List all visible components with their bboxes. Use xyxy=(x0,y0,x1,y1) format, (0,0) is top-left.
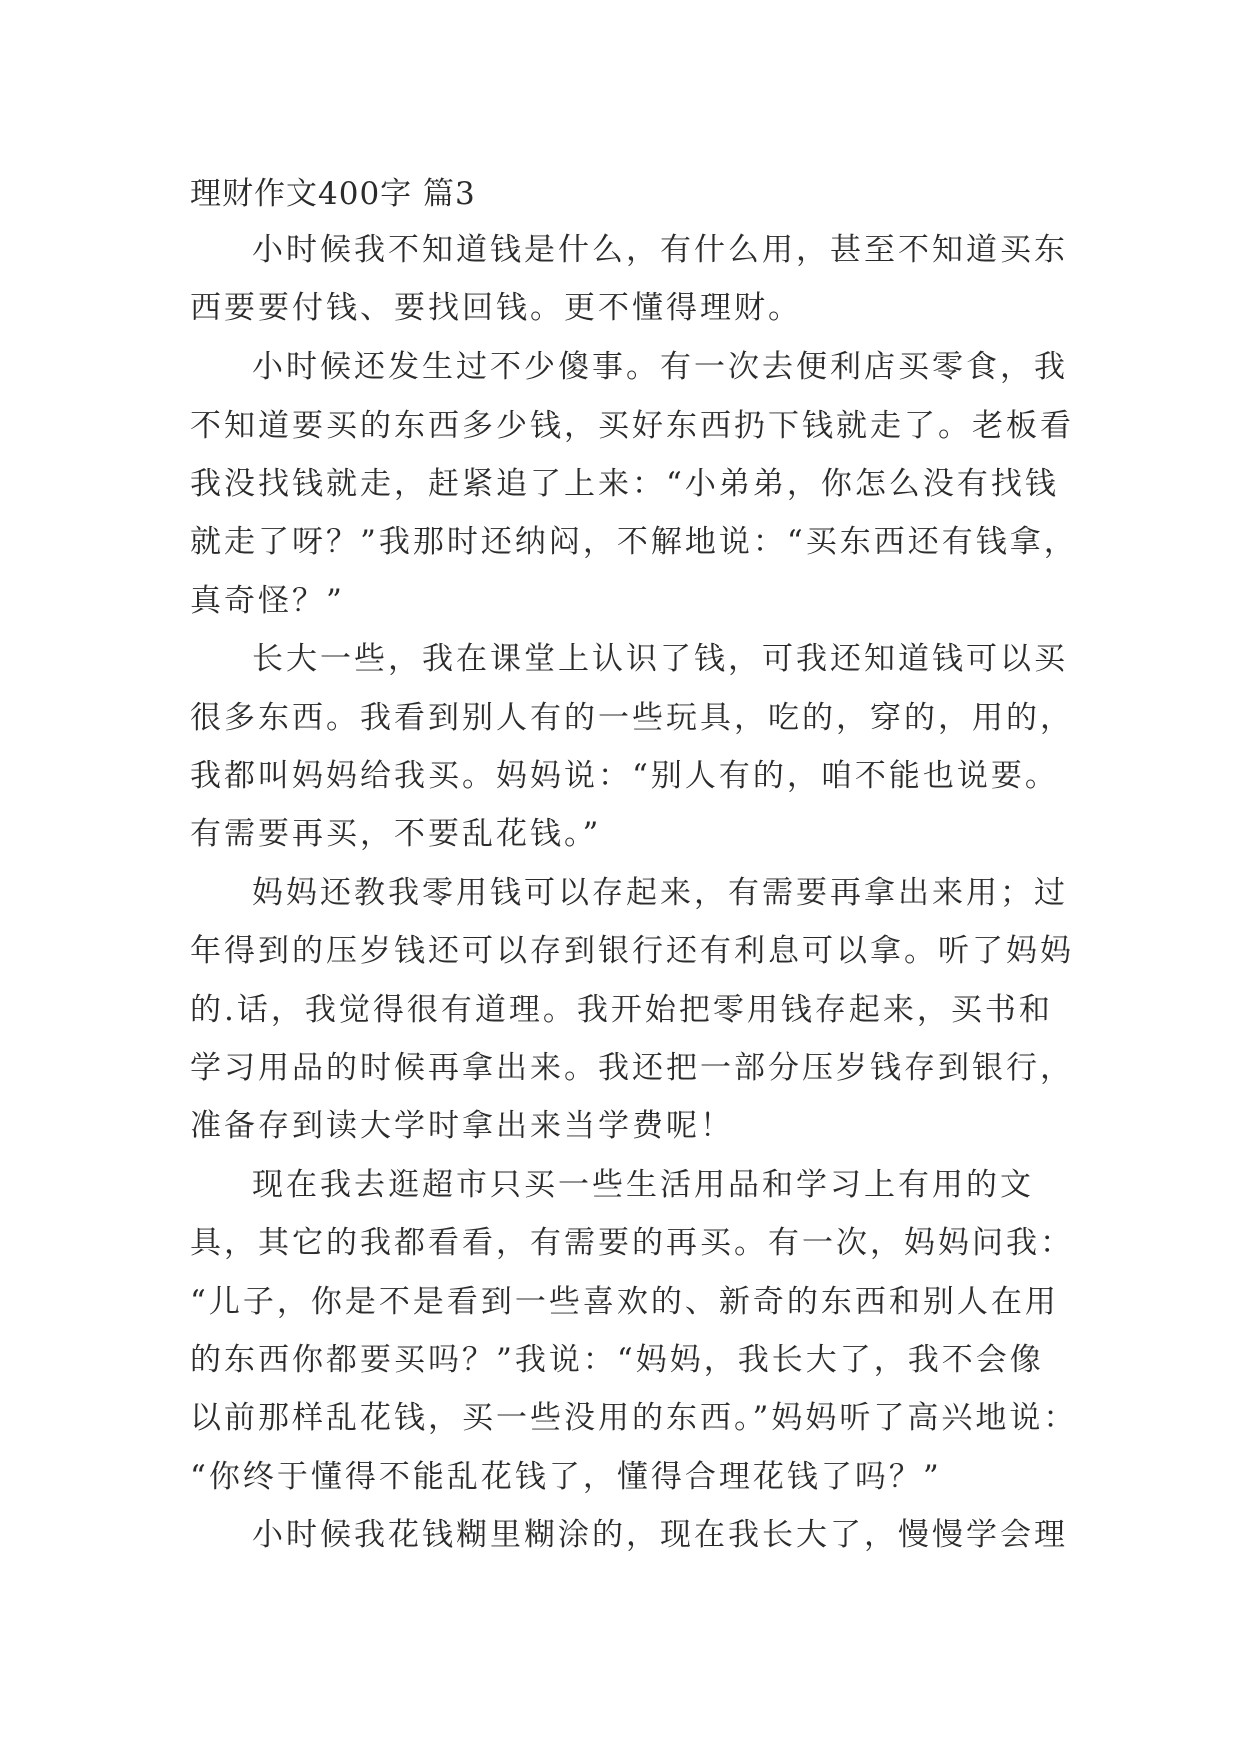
paragraph-line: 西要要付钱、要找回钱。更不懂得理财。 xyxy=(190,290,802,326)
paragraph-line: 小时候我不知道钱是什么，有什么用，甚至不知道买东 xyxy=(252,232,1068,268)
paragraph-line: “你终于懂得不能乱花钱了，懂得合理花钱了吗？” xyxy=(190,1459,942,1495)
paragraph-line: 长大一些，我在课堂上认识了钱，可我还知道钱可以买 xyxy=(252,641,1068,677)
paragraph-line: 我没找钱就走，赶紧追了上来：“小弟弟，你怎么没有找钱 xyxy=(190,466,1059,502)
paragraph-line: 小时候还发生过不少傻事。有一次去便利店买零食，我 xyxy=(252,349,1068,385)
paragraph-line: 年得到的压岁钱还可以存到银行还有利息可以拿。听了妈妈 xyxy=(190,933,1074,969)
paragraph-line: 我都叫妈妈给我买。妈妈说：“别人有的，咱不能也说要。 xyxy=(190,758,1059,794)
paragraph-line: 学习用品的时候再拿出来。我还把一部分压岁钱存到银行， xyxy=(190,1050,1074,1086)
paragraph-line: 具，其它的我都看看，有需要的再买。有一次，妈妈问我： xyxy=(190,1225,1074,1261)
paragraph-line: 就走了呀？”我那时还纳闷，不解地说：“买东西还有钱拿， xyxy=(190,524,1078,560)
paragraph-line: 妈妈还教我零用钱可以存起来，有需要再拿出来用；过 xyxy=(252,875,1068,911)
paragraph-line: 小时候我花钱糊里糊涂的，现在我长大了，慢慢学会理 xyxy=(252,1517,1068,1553)
paragraph-line: 以前那样乱花钱，买一些没用的东西。”妈妈听了高兴地说： xyxy=(190,1400,1078,1436)
paragraph-line: 真奇怪？” xyxy=(190,583,345,619)
paragraph-line: 有需要再买，不要乱花钱。” xyxy=(190,816,602,852)
page-title: 理财作文400字 篇3 xyxy=(190,176,476,212)
paragraph-line: 现在我去逛超市只买一些生活用品和学习上有用的文 xyxy=(252,1167,1034,1203)
paragraph-line: 很多东西。我看到别人有的一些玩具，吃的，穿的，用的， xyxy=(190,700,1074,736)
paragraph-line: 的.话，我觉得很有道理。我开始把零用钱存起来，买书和 xyxy=(190,992,1053,1028)
paragraph-line: 准备存到读大学时拿出来当学费呢！ xyxy=(190,1108,734,1144)
paragraph-line: 的东西你都要买吗？”我说：“妈妈，我长大了，我不会像 xyxy=(190,1342,1044,1378)
paragraph-line: 不知道要买的东西多少钱，买好东西扔下钱就走了。老板看 xyxy=(190,408,1074,444)
paragraph-line: “儿子，你是不是看到一些喜欢的、新奇的东西和别人在用 xyxy=(190,1284,1059,1320)
